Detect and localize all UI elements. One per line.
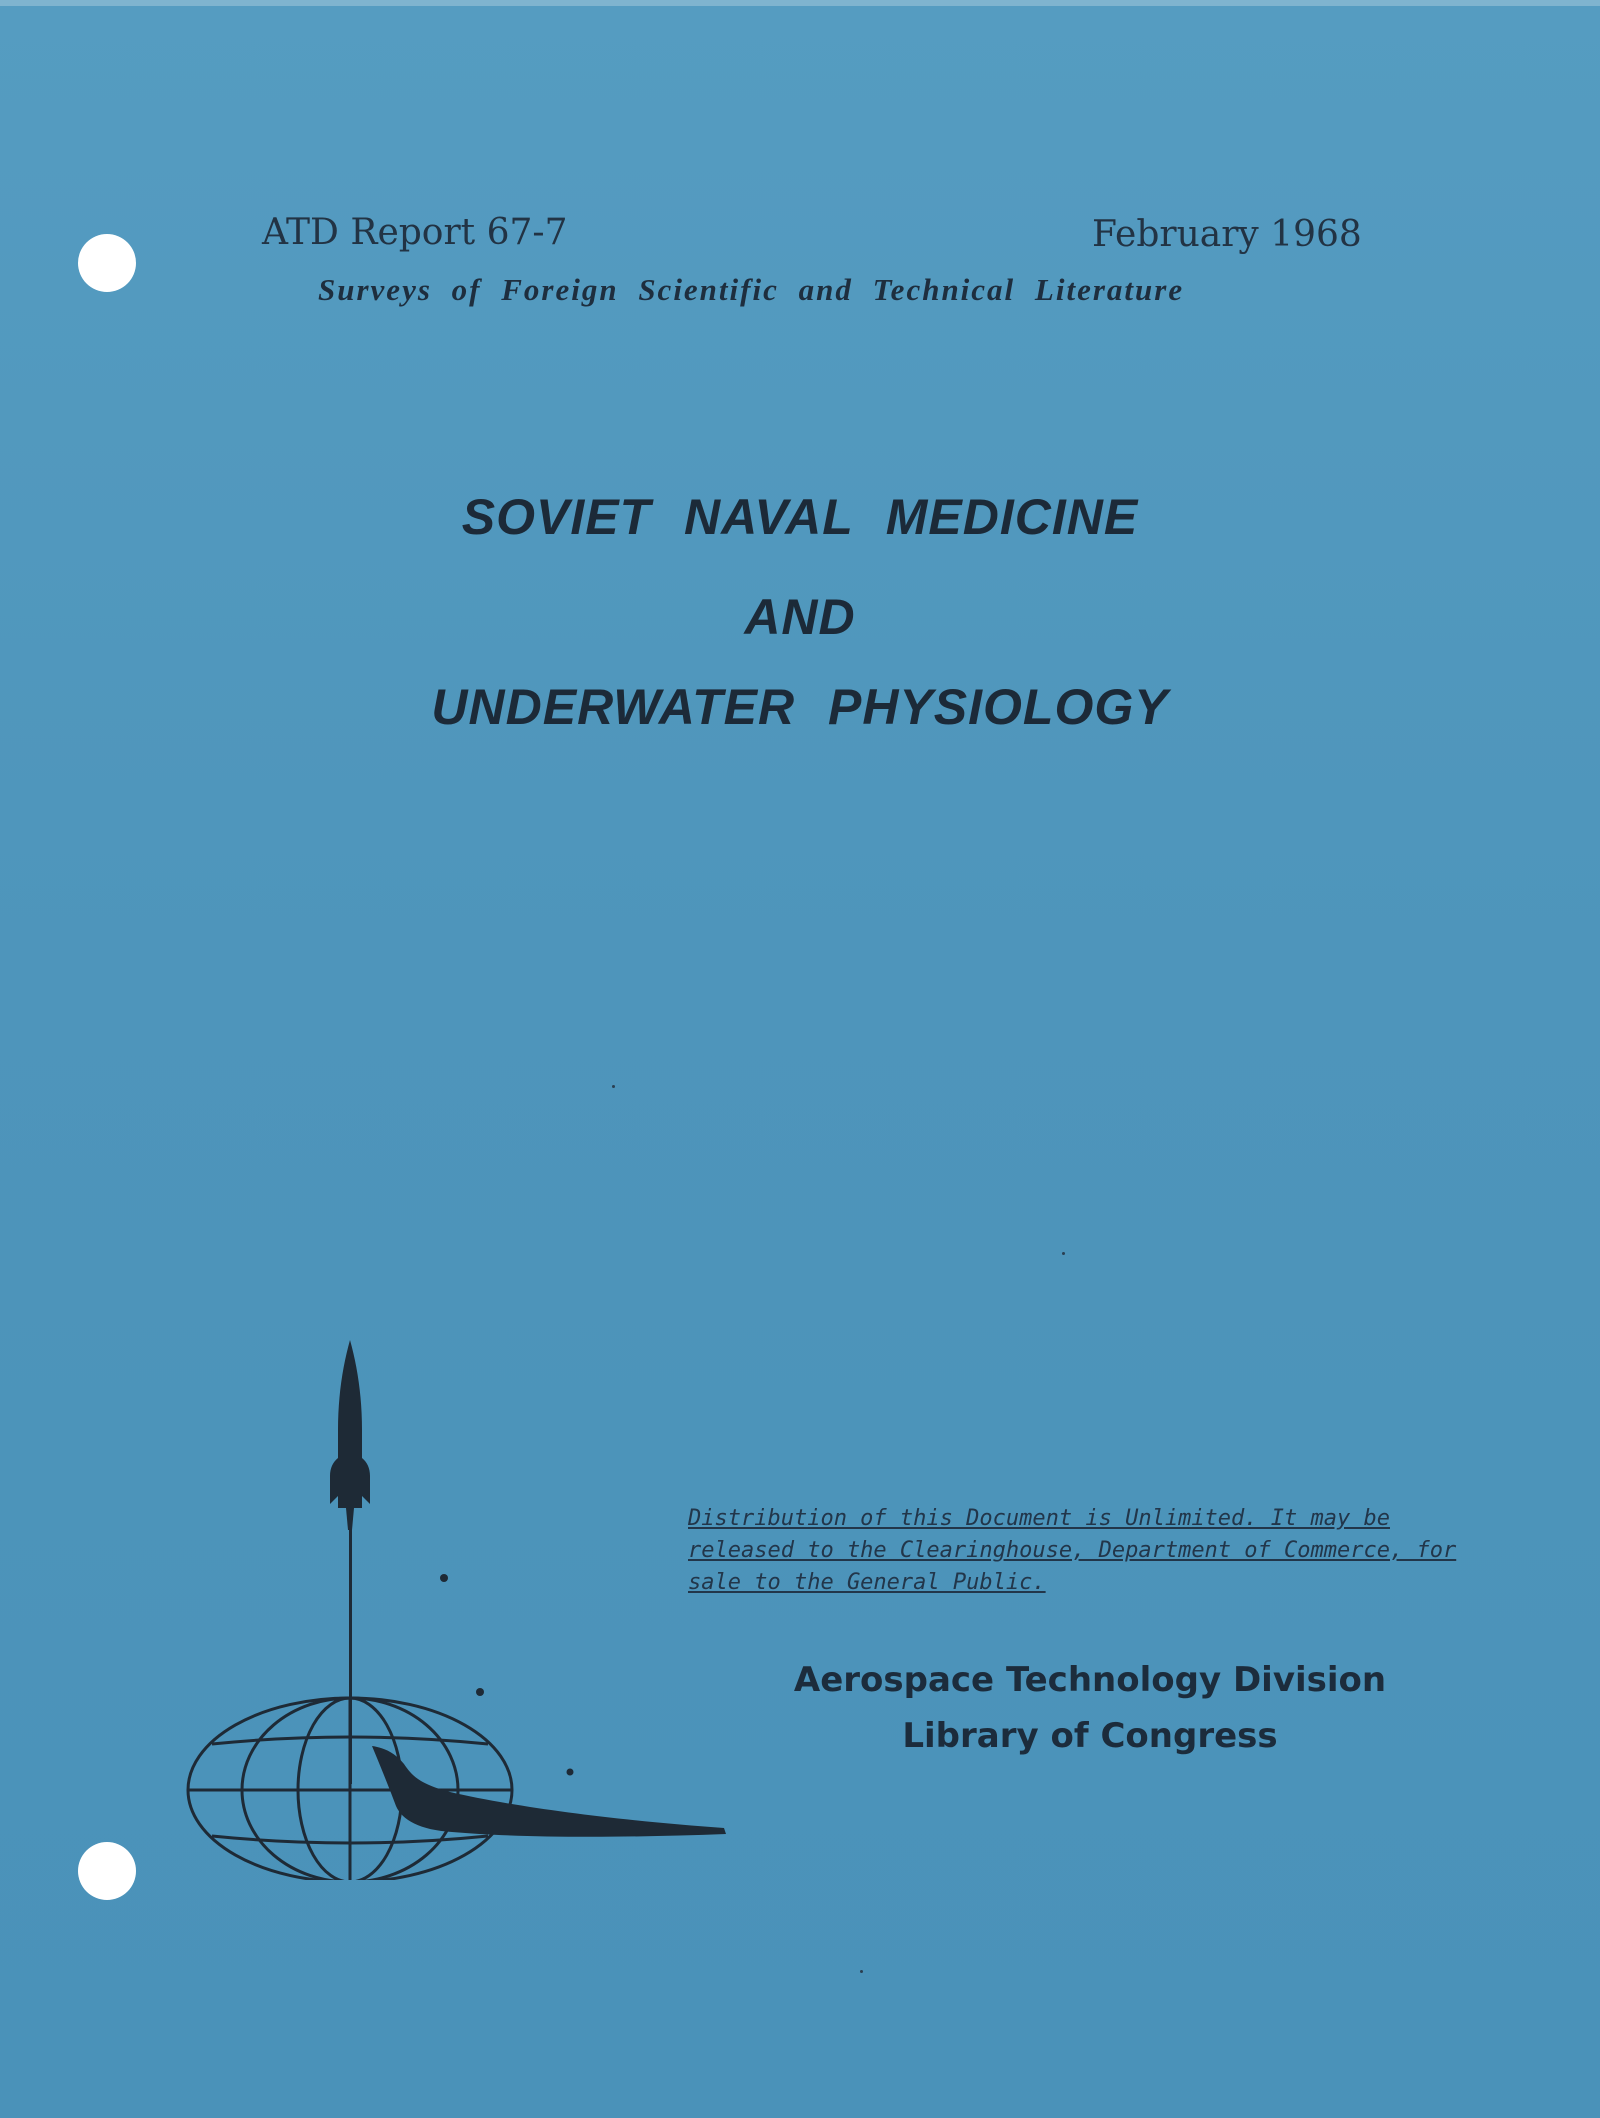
- publisher-division: Aerospace Technology Division: [793, 1660, 1387, 1700]
- title-line-2: AND: [744, 589, 856, 645]
- distribution-statement: Distribution of this Document is Unlimited. It may be released to the Clearinghouse, Department of Commerce, for sale to the General Public.: [688, 1506, 1457, 1595]
- rocket-globe-emblem-icon: [150, 1340, 750, 1880]
- title-line-3: UNDERWATER PHYSIOLOGY: [431, 679, 1169, 735]
- rocket-icon: [330, 1340, 370, 1508]
- aircraft-icon: [372, 1746, 726, 1837]
- binder-hole-top: [78, 234, 136, 292]
- report-date: February 1968: [1092, 214, 1362, 255]
- title-line-1: SOVIET NAVAL MEDICINE: [461, 489, 1139, 545]
- binder-hole-bottom: [78, 1842, 136, 1900]
- paper-speck: [860, 1970, 863, 1973]
- publisher-library: Library of Congress: [902, 1716, 1278, 1756]
- report-number: ATD Report 67-7: [262, 212, 568, 253]
- globe-icon: [188, 1698, 512, 1880]
- paper-speck: [612, 1085, 615, 1088]
- page-top-edge: [0, 0, 1600, 6]
- series-title: Surveys of Foreign Scientific and Technical Literature: [318, 272, 1185, 307]
- paper-speck: [1062, 1252, 1065, 1255]
